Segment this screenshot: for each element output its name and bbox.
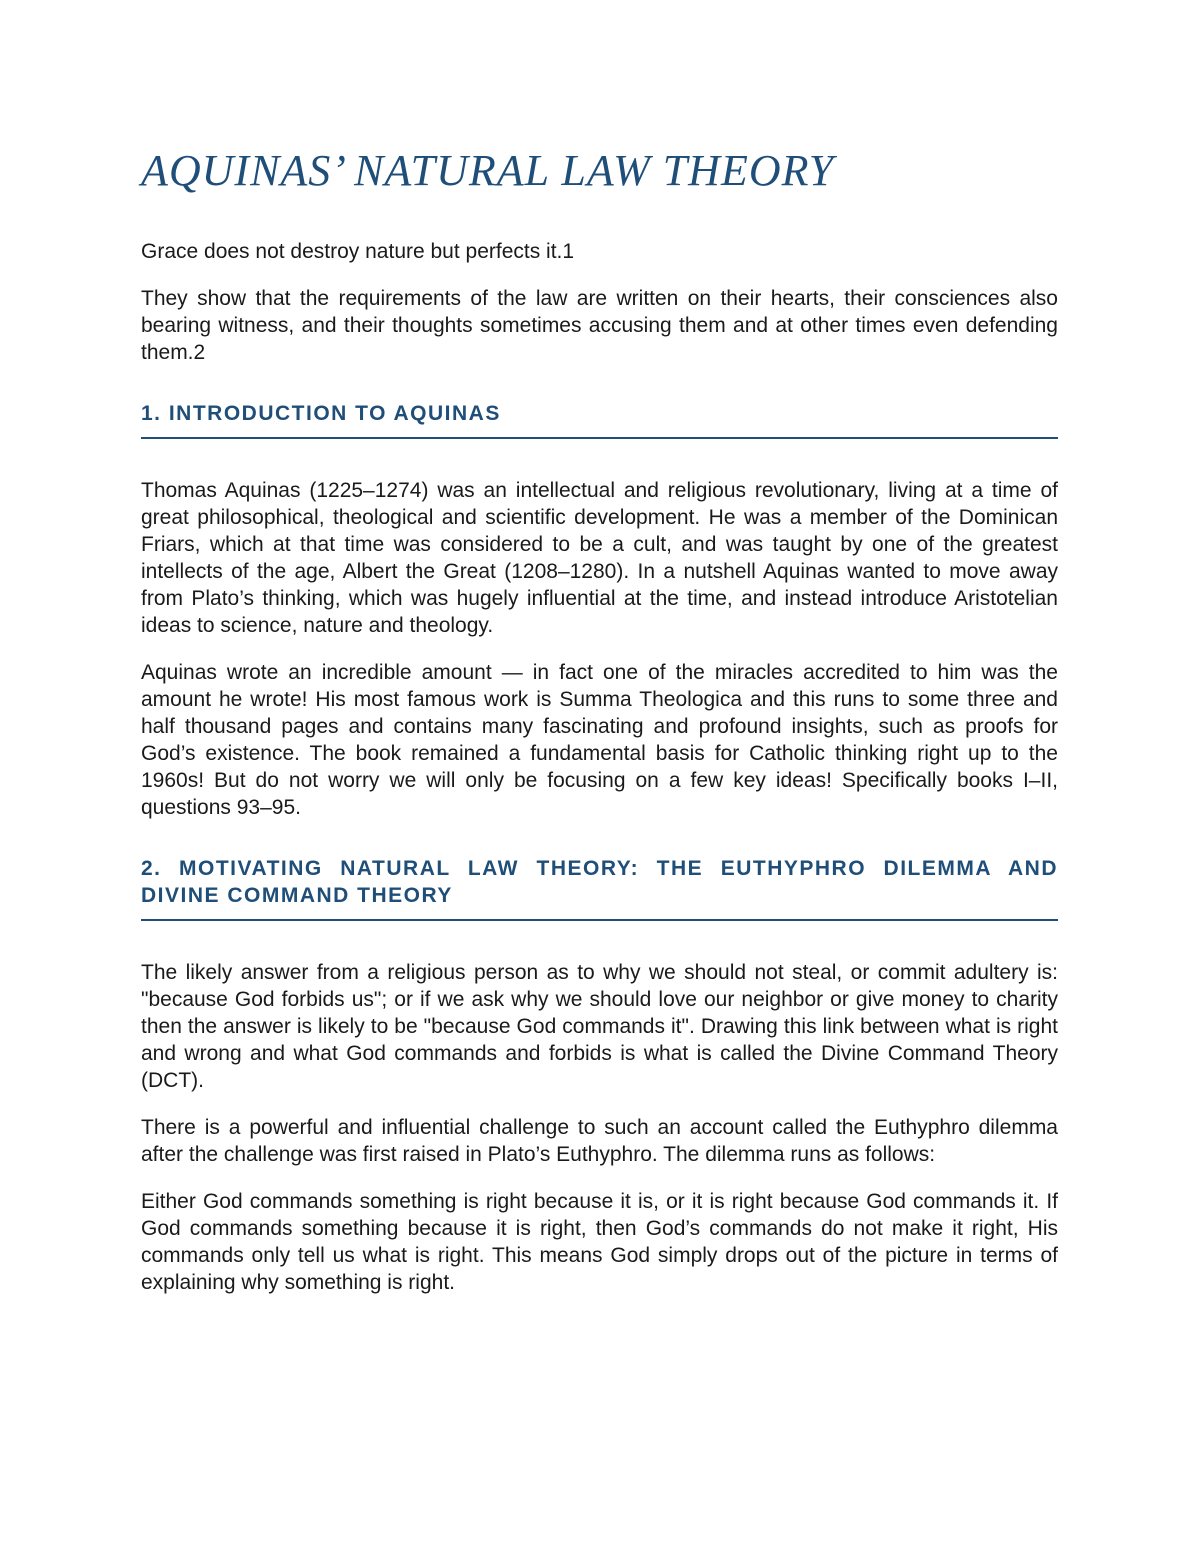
section-1-paragraph-2: Aquinas wrote an incredible amount — in fact one of the miracles accredited to him was the amount he wrote! His most famous work is Summa Theologica and this runs to some three and half thousand pages and contains many fascinating and profound insights, such as proofs for God’s existence. The book remained a fundamental basis for Catholic thinking right up to the 1960s! But do not worry we will only be focusing on a few key ideas! Specifically books I–II, questions 93–95. xyxy=(141,661,1058,819)
epigraph-scripture: They show that the requirements of the law are written on their hearts, their consciences also bearing witness, and their thoughts sometimes accusing them and at other times even defending them.2 xyxy=(141,287,1058,364)
section-heading-euthyphro: 2. MOTIVATING NATURAL LAW THEORY: THE EUTHYPHRO DILEMMA AND DIVINE COMMAND THEORY xyxy=(141,855,1058,921)
document-title: AQUINAS’ NATURAL LAW THEORY xyxy=(141,146,835,195)
epigraph-quote: Grace does not destroy nature but perfects it.1 xyxy=(141,240,575,263)
section-2-paragraph-1: The likely answer from a religious person as to why we should not steal, or commit adultery is: "because God forbids us"; or if we ask why we should love our neighbor or give money to charity then the answer is likely to be "because God commands it". Drawing this link between what is right and wrong and what God commands and forbids is what is called the Divine Command Theory (DCT). xyxy=(141,961,1058,1092)
section-2-paragraph-2: There is a powerful and influential challenge to such an account called the Euthyphro dilemma after the challenge was first raised in Plato’s Euthyphro. The dilemma runs as follows: xyxy=(141,1116,1058,1166)
document-page xyxy=(141,140,1058,1316)
section-heading-introduction: 1. INTRODUCTION TO AQUINAS xyxy=(141,400,1058,439)
section-1-paragraph-1: Thomas Aquinas (1225–1274) was an intellectual and religious revolutionary, living at a time of great philosophical, theological and scientific development. He was a member of the Dominican Friars, which at that time was considered to be a cult, and was taught by one of the greatest intellects of the age, Albert the Great (1208–1280). In a nutshell Aquinas wanted to move away from Plato’s thinking, which was hugely influential at the time, and instead introduce Aristotelian ideas to science, nature and theology. xyxy=(141,479,1058,637)
section-2-paragraph-3: Either God commands something is right because it is, or it is right because God commands it. If God commands something because it is right, then God’s commands do not make it right, His commands only tell us what is right. This means God simply drops out of the picture in terms of explaining why something is right. xyxy=(141,1190,1058,1294)
